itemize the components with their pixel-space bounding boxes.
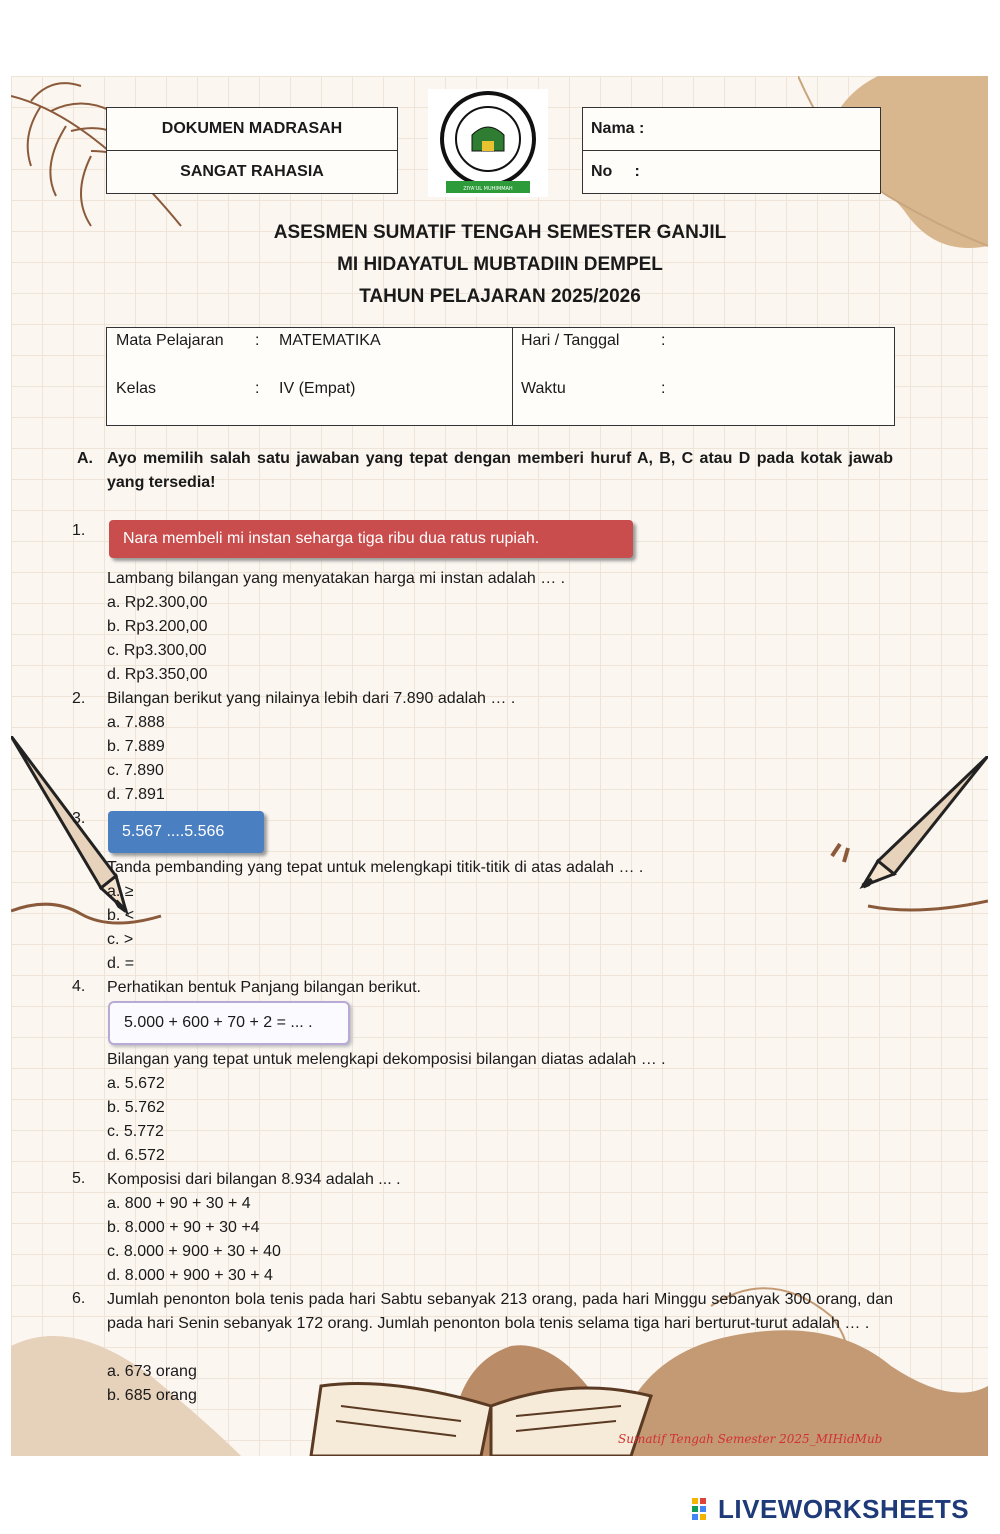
- school-title: MI HIDAYATUL MUBTADIIN DEMPEL: [337, 254, 663, 275]
- question-number: 4.: [72, 978, 86, 995]
- time-label: Waktu: [521, 380, 566, 397]
- doc-status-box: [106, 107, 398, 194]
- option-d[interactable]: d. 8.000 + 900 + 30 + 4: [107, 1267, 273, 1284]
- option-d[interactable]: d. 6.572: [107, 1147, 165, 1164]
- pencil-right-icon: [828, 756, 988, 956]
- student-id-box: [582, 107, 881, 194]
- option-a[interactable]: a. 7.888: [107, 714, 165, 731]
- option-d[interactable]: d. Rp3.350,00: [107, 666, 208, 683]
- school-logo: [428, 89, 548, 197]
- question-2-text: Bilangan berikut yang nilainya lebih dari 7.890 adalah … .: [107, 690, 516, 707]
- question-number: 1.: [72, 522, 86, 539]
- doc-confidential-label: SANGAT RAHASIA: [180, 163, 324, 180]
- question-number: 2.: [72, 690, 86, 707]
- liveworksheets-icon: [692, 1498, 714, 1522]
- question-4-text: Perhatikan bentuk Panjang bilangan berikut.: [107, 979, 421, 996]
- option-b[interactable]: b. 685 orang: [107, 1387, 197, 1404]
- section-letter: A.: [77, 450, 93, 467]
- option-d[interactable]: d. 7.891: [107, 786, 165, 803]
- question-6-text: Jumlah penonton bola tenis pada hari Sabtu sebanyak 213 orang, pada hari Minggu sebanyak 300 orang, dan pada hari Senin sebanyak 172 orang. Jumlah penonton bola tenis selama tiga hari berturut-turut adalah … .: [107, 1291, 893, 1332]
- brand-name: LIVEWORKSHEETS: [718, 1494, 970, 1524]
- option-a[interactable]: a. Rp2.300,00: [107, 594, 208, 611]
- school-seal-icon: [428, 89, 548, 197]
- question-number: 3.: [72, 810, 86, 827]
- class-colon: :: [255, 380, 260, 397]
- question-number: 6.: [72, 1290, 86, 1307]
- option-b[interactable]: b. 5.762: [107, 1099, 165, 1116]
- question-4-prompt-box: 5.000 + 600 + 70 + 2 = ... .: [108, 1001, 350, 1045]
- option-b[interactable]: b. Rp3.200,00: [107, 618, 208, 635]
- name-label[interactable]: Nama :: [583, 108, 880, 151]
- subject-colon: :: [255, 332, 260, 349]
- option-c[interactable]: c. 5.772: [107, 1123, 164, 1140]
- question-5-text: Komposisi dari bilangan 8.934 adalah ... .: [107, 1171, 401, 1188]
- option-b[interactable]: b. 7.889: [107, 738, 165, 755]
- question-number: 5.: [72, 1170, 86, 1187]
- day-label: Hari / Tanggal: [521, 332, 620, 349]
- day-colon[interactable]: :: [661, 332, 666, 349]
- option-c[interactable]: c. >: [107, 931, 134, 948]
- subject-label: Mata Pelajaran: [116, 332, 224, 349]
- option-b[interactable]: b. 8.000 + 90 + 30 +4: [107, 1219, 260, 1236]
- option-c[interactable]: c. 7.890: [107, 762, 164, 779]
- subject-value: MATEMATIKA: [279, 332, 381, 349]
- question-1-text: Lambang bilangan yang menyatakan harga mi instan adalah … .: [107, 570, 566, 587]
- option-c[interactable]: c. Rp3.300,00: [107, 642, 207, 659]
- option-c[interactable]: c. 8.000 + 900 + 30 + 40: [107, 1243, 281, 1260]
- question-3-text: Tanda pembanding yang tepat untuk melengkapi titik-titik di atas adalah … .: [107, 859, 644, 876]
- option-a[interactable]: a. 673 orang: [107, 1363, 197, 1380]
- exam-title: ASESMEN SUMATIF TENGAH SEMESTER GANJIL: [273, 222, 727, 243]
- year-title: TAHUN PELAJARAN 2025/2026: [359, 286, 641, 307]
- option-d[interactable]: d. =: [107, 955, 135, 972]
- class-value: IV (Empat): [279, 380, 356, 397]
- question-1-prompt-box: Nara membeli mi instan seharga tiga ribu dua ratus rupiah.: [109, 520, 633, 558]
- section-instruction: Ayo memilih salah satu jawaban yang tepat dengan memberi huruf A, B, C atau D pada kotak jawab yang tersedia!: [107, 450, 893, 491]
- exam-info-table: [106, 327, 895, 426]
- svg-text:ZIYA'UL MUHIMMAH: ZIYA'UL MUHIMMAH: [463, 186, 513, 192]
- liveworksheets-logo[interactable]: [692, 1494, 969, 1525]
- question-3-prompt-box: 5.567 ....5.566: [108, 811, 264, 853]
- number-label[interactable]: No :: [591, 163, 640, 180]
- option-b[interactable]: b. <: [107, 907, 135, 924]
- option-a[interactable]: a. ≥: [107, 883, 134, 900]
- question-4-text-2: Bilangan yang tepat untuk melengkapi dekomposisi bilangan diatas adalah … .: [107, 1051, 666, 1068]
- class-label: Kelas: [116, 380, 157, 397]
- footer-signature: Sumatif Tengah Semester 2025_MIHidMub: [618, 1432, 883, 1446]
- option-a[interactable]: a. 5.672: [107, 1075, 165, 1092]
- option-a[interactable]: a. 800 + 90 + 30 + 4: [107, 1195, 251, 1212]
- time-colon[interactable]: :: [661, 380, 666, 397]
- doc-type-label: DOKUMEN MADRASAH: [107, 108, 397, 151]
